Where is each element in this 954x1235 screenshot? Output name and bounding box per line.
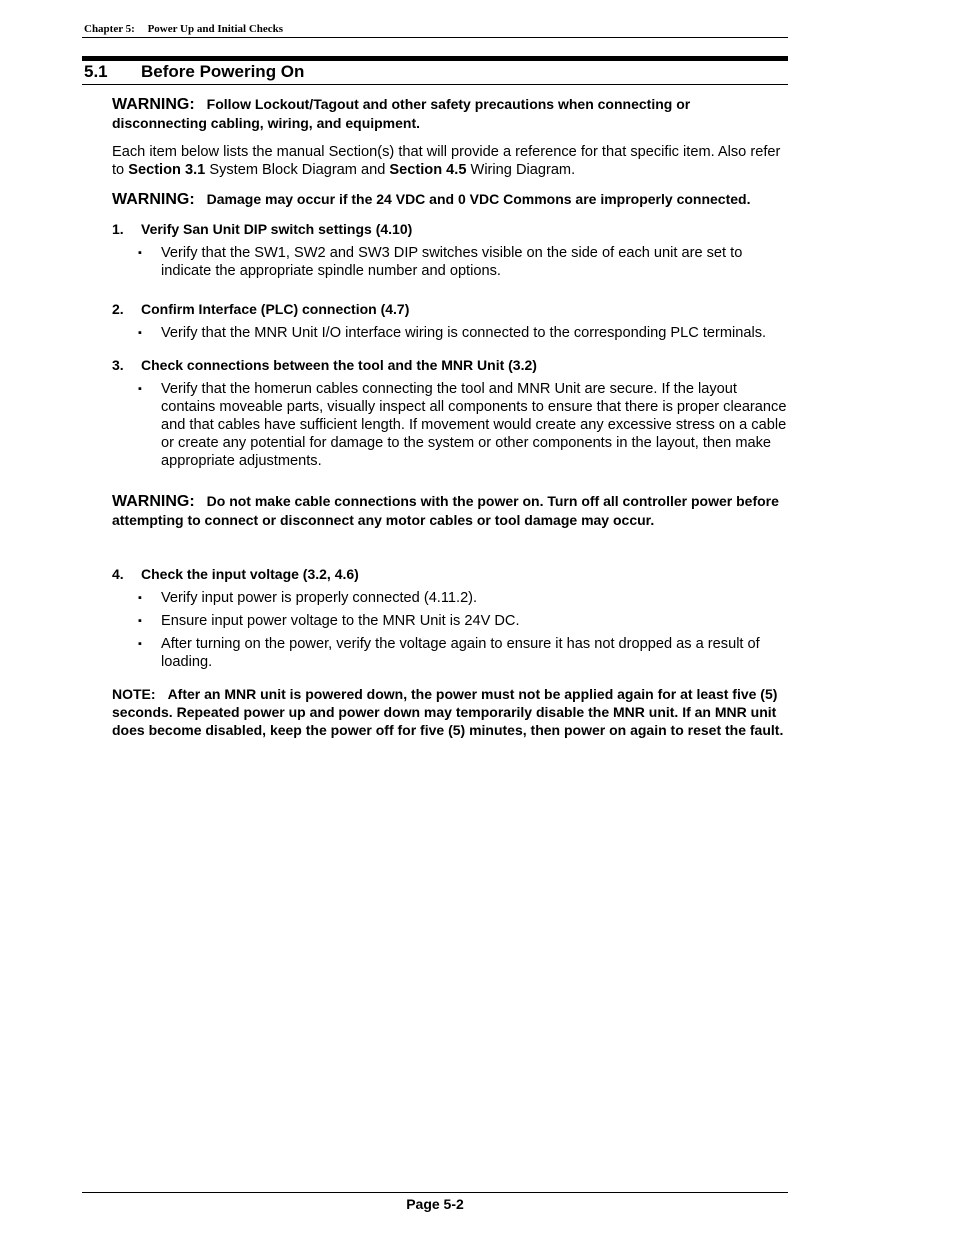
note-block: [112, 685, 788, 739]
note-label: NOTE:: [112, 686, 156, 702]
page-number: Page 5-2: [406, 1196, 464, 1212]
header-rule: [82, 37, 788, 38]
list-item: ▪ Verify that the MNR Unit I/O interface wiring is connected to the corresponding PLC terminals.: [112, 324, 788, 342]
intro-ref-section-3-1: Section 3.1: [128, 162, 206, 178]
step-number: 3.: [112, 357, 124, 373]
warning-lockout: [112, 95, 788, 132]
step-3-bullets: [112, 380, 788, 470]
section-rule-thick: [82, 56, 788, 61]
step-2-bullets: [112, 324, 788, 342]
list-item: ▪ Ensure input power voltage to the MNR Unit is 24V DC.: [112, 612, 788, 630]
warning-text: Damage may occur if the 24 VDC and 0 VDC Commons are improperly connected.: [206, 191, 751, 207]
step-4-bullets: [112, 589, 788, 671]
step-1-heading: [112, 220, 788, 238]
chapter-label: Chapter 5:: [84, 23, 135, 35]
section-number: 5.1: [84, 62, 108, 81]
list-item: ▪ Verify input power is properly connected (4.11.2).: [112, 589, 788, 607]
page-body: [112, 95, 788, 739]
section-rule-thin: [82, 84, 788, 85]
list-item: ▪ Verify that the homerun cables connecting the tool and MNR Unit are secure. If the layout contains moveable parts, visually inspect all components to ensure that there is proper clearance and that cables have sufficient length. If movement would create any excessive stress on a cable or create any potential for damage to the system or other components in the layout, then make appropriate adjustments.: [112, 380, 788, 470]
list-item: ▪ After turning on the power, verify the voltage again to ensure it has not dropped as a result of loading.: [112, 635, 788, 671]
chapter-header: [84, 23, 283, 35]
step-1-bullets: [112, 244, 788, 280]
step-number: 1.: [112, 221, 124, 237]
intro-text-1: Each item below lists the manual Section(s) that will provide a reference for that specific item. Also refer to: [112, 144, 781, 178]
warning-label: WARNING:: [112, 96, 195, 113]
chapter-title: Power Up and Initial Checks: [147, 23, 284, 35]
step-title: Verify San Unit DIP switch settings (4.10): [141, 221, 413, 237]
intro-text-2: System Block Diagram and: [205, 162, 390, 178]
note-text: After an MNR unit is powered down, the power must not be applied again for at least five (5) seconds. Repeated power up and power down may temporarily disable the MNR unit. If an MNR unit does become disabled, keep the power off for five (5) minutes, then power on again to reset the fault.: [112, 686, 784, 738]
warning-text: Follow Lockout/Tagout and other safety precautions when connecting or disconnecting cabling, wiring, and equipment.: [112, 96, 691, 131]
warning-label: WARNING:: [112, 493, 195, 510]
step-title: Check the input voltage (3.2, 4.6): [141, 566, 359, 582]
section-title: Before Powering On: [141, 62, 305, 81]
step-title: Check connections between the tool and the MNR Unit (3.2): [141, 357, 537, 373]
step-title: Confirm Interface (PLC) connection (4.7): [141, 301, 410, 317]
step-number: 2.: [112, 301, 124, 317]
intro-text-3: Wiring Diagram.: [466, 162, 576, 178]
step-2-heading: [112, 300, 788, 318]
intro-ref-section-4-5: Section 4.5: [389, 162, 467, 178]
step-4-heading: [112, 565, 788, 583]
warning-commons: [112, 190, 788, 209]
intro-paragraph: [112, 143, 788, 179]
warning-power-on: [112, 492, 788, 529]
warning-text: Do not make cable connections with the power on. Turn off all controller power before attempting to connect or disconnect any motor cables or tool damage may occur.: [112, 493, 779, 528]
list-item: ▪ Verify that the SW1, SW2 and SW3 DIP switches visible on the side of each unit are set to indicate the appropriate spindle number and options.: [112, 244, 788, 280]
step-number: 4.: [112, 566, 124, 582]
step-3-heading: [112, 356, 788, 374]
warning-label: WARNING:: [112, 191, 195, 208]
footer-rule: [82, 1192, 788, 1193]
section-heading: [84, 62, 304, 82]
